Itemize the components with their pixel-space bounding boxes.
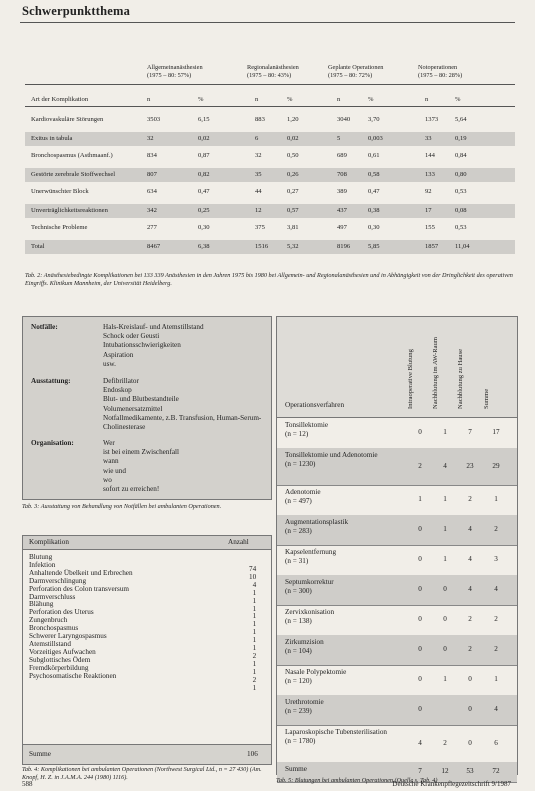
table-5-header: Operationsverfahren Intraoperative Blutung Nachblutung im AW-Raum Nachblutung zu Hause Summe xyxy=(277,317,517,418)
count-value: 1 xyxy=(252,620,257,629)
count-value: 1 xyxy=(252,683,257,692)
section-title: Schwerpunktthema xyxy=(22,4,131,18)
count-value: 1 xyxy=(252,612,257,621)
count-value: 10 xyxy=(249,572,257,581)
header-rule xyxy=(20,22,515,23)
label-ausstattung: Ausstattung: xyxy=(31,377,71,385)
count-value: 1 xyxy=(252,644,257,653)
caption-table-3: Tab. 3: Ausstattung von Behandlung von Notfällen bei ambulanten Operationen. xyxy=(22,503,222,510)
list-item: Darmverschluss xyxy=(29,592,76,601)
count-list xyxy=(249,566,256,693)
table-row: Septumkorrektur (n = 300) 0 0 4 4 xyxy=(277,575,517,606)
count-value: 2 xyxy=(252,651,257,660)
list-item: Vorzeitiges Aufwachen xyxy=(29,647,96,656)
group-header: Notoperationen (1975 – 80: 28%) xyxy=(418,64,463,79)
table-row: Unverträglichkeitsreaktionen 342 0,25 12 0,57 437 0,38 17 0,08 xyxy=(25,204,515,218)
caption-table-2: Tab. 2: Anästhesiebedingte Komplikationen bei 133 339 Anästhesien in den Jahren 1975 bis 1980 bei Allgemein- und Regionalanästhesien und in Abhängigkeit von der Dringlichkeit des operativen Eingriffs. Klinikum Mannheim, der Universität Heidelberg. xyxy=(25,272,513,287)
journal-name: Deutsche Krankenpflegezeitschrift 9/1987 xyxy=(392,780,511,788)
table-row: Tonsillektomie und Adenotomie (n = 1230) 2 4 23 29 xyxy=(277,448,517,486)
list-item: Anhaltende Übelkeit und Erbrechen xyxy=(29,568,133,577)
count-value: 1 xyxy=(252,667,257,676)
count-value: 2 xyxy=(252,675,257,684)
label-notfaelle: Notfälle: xyxy=(31,323,58,331)
count-value: 1 xyxy=(252,604,257,613)
list-item: Atemstillstand xyxy=(29,639,71,648)
list-item: Infektion xyxy=(29,560,56,569)
table-header-row: Art der Komplikation n % n % n % n % xyxy=(31,96,461,103)
organisation-list: Wer ist bei einem Zwischenfall wann wie und wo sofort zu erreichen! xyxy=(103,439,180,494)
count-value: 74 xyxy=(249,565,257,573)
table-row: Kardiovaskuläre Störungen 3503 6,15 883 1,20 3040 3,70 1373 5,64 xyxy=(31,116,467,123)
list-item: Blutung xyxy=(29,553,53,561)
count-value: 1 xyxy=(252,628,257,637)
count-value: 1 xyxy=(252,588,257,597)
table-row: Urethrotomie (n = 239) 0 0 4 xyxy=(277,695,517,726)
table-row: Total 8467 6,38 1516 5,32 8196 5,85 1857 11,04 xyxy=(25,240,515,254)
ausstattung-list: Defibrillator Endoskop Blut- und Blutbestandteile Volumenersatzmittel Notfallmedikamente, z.B. Transfusion, Human-Serum-Cholinesterase xyxy=(103,377,262,432)
table-row: Summe 7 12 53 72 xyxy=(277,762,517,783)
list-item: Zungenbruch xyxy=(29,616,68,625)
table-row: Bronchospasmus (Asthmaanf.) 834 0,87 32 0,50 689 0,61 144 0,84 xyxy=(31,152,467,159)
table-row: Nasale Polypektomie (n = 120) 0 1 0 1 xyxy=(277,665,517,696)
table-row: Zervixkonisation (n = 138) 0 0 2 2 xyxy=(277,605,517,636)
table-ambulatory-complications xyxy=(22,535,272,765)
table-row: Tonsillektomie (n = 12) 0 1 7 17 xyxy=(277,418,517,449)
count-value: 4 xyxy=(252,580,257,589)
table-row: Technische Probleme 277 0,30 375 3,81 497 0,30 155 0,53 xyxy=(31,224,467,231)
page-number: 588 xyxy=(22,780,33,788)
table-row: Kapselentfernung (n = 31) 0 1 4 3 xyxy=(277,545,517,576)
group-header: Geplante Operationen (1975 – 80: 72%) xyxy=(328,64,384,79)
list-item: Perforation des Colon transversum xyxy=(29,584,130,593)
list-item: Darmverschlingung xyxy=(29,576,87,585)
count-value: 1 xyxy=(252,659,257,668)
list-item: Schwerer Laryngospasmus xyxy=(29,632,107,641)
list-item: Subglottisches Ödem xyxy=(29,655,91,664)
table-4-header: Komplikation Anzahl xyxy=(23,536,271,550)
label-organisation: Organisation: xyxy=(31,439,74,447)
table-row: Laparoskopische Tubensterilisation (n = 1780) 4 2 0 6 xyxy=(277,725,517,763)
list-item: Bronchospasmus xyxy=(29,624,79,633)
caption-table-5: Tab. 5: Blutungen bei ambulanten Operationen (Quelle s. Tab. 4) xyxy=(276,777,438,784)
table-row: Exitus in tabula 32 0,02 6 0,02 5 0,003 33 0,19 xyxy=(25,132,515,146)
list-item: Psychosomatische Reaktionen xyxy=(29,671,117,680)
table-row: Augmentationsplastik (n = 283) 0 1 4 2 xyxy=(277,515,517,546)
table-row: Unerwünschter Block 634 0,47 44 0,27 389 0,47 92 0,53 xyxy=(31,188,467,195)
group-header: Allgemeinanästhesien (1975 – 80: 57%) xyxy=(147,64,203,79)
count-value: 1 xyxy=(252,636,257,645)
table-row: Zirkumzision (n = 104) 0 0 2 2 xyxy=(277,635,517,666)
table-complications xyxy=(25,64,515,269)
table-bleeding xyxy=(276,316,518,775)
complication-list xyxy=(29,554,133,681)
count-value: 1 xyxy=(252,596,257,605)
table-4-sum-row: Summe 106 xyxy=(23,744,271,764)
list-item: Fremdkörperbildung xyxy=(29,663,89,672)
caption-table-4: Tab. 4: Komplikationen bei ambulanten Operationen (Northwest Surgical Ltd., n = 27 430) (Am. Knopf, H. Z. in J.A.M.A. 244 (1980) 1116). xyxy=(22,766,262,781)
table-emergency-equipment xyxy=(22,316,272,500)
group-header: Regionalanästhesien (1975 – 80: 43%) xyxy=(247,64,299,79)
table-row: Adenotomie (n = 497) 1 1 2 1 xyxy=(277,485,517,516)
notfaelle-list: Hals-Kreislauf- und Atemstillstand Schock oder Geusti Intubationsschwierigkeiten Aspiration usw. xyxy=(103,323,204,368)
list-item: Perforation des Uterus xyxy=(29,608,94,617)
list-item: Blähung xyxy=(29,600,54,609)
table-row: Gestörte zerebrale Stoffwechsel 807 0,82 35 0,26 708 0,58 133 0,80 xyxy=(25,168,515,182)
